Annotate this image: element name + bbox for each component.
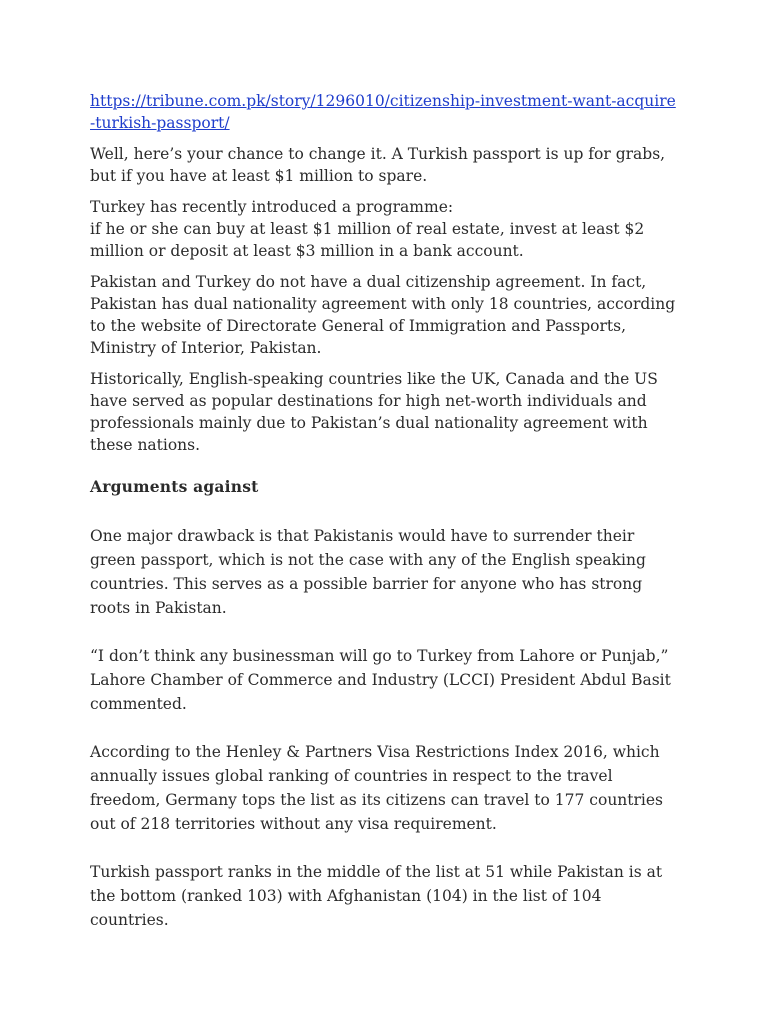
programme-lead-line: Turkey has recently introduced a programme:	[90, 198, 454, 216]
paragraph-index: According to the Henley & Partners Visa Restrictions Index 2016, which annually issues global ranking of countries in respect to the travel freedom, Germany tops the list as its citizens can travel to 177 countries out of 218 territories without any visa requirement.	[90, 743, 664, 833]
paragraph-ranking: Turkish passport ranks in the middle of the list at 51 while Pakistan is at the bottom (ranked 103) with Afghanistan (104) in the list of 104 countries.	[90, 863, 663, 929]
programme-details: if he or she can buy at least $1 million of real estate, invest at least $2 million or deposit at least $3 million in a bank account.	[90, 220, 645, 260]
source-link[interactable]: https://tribune.com.pk/story/1296010/citizenship-investment-want-acquire-turkish-passport/	[90, 92, 676, 132]
paragraph-quote: “I don’t think any businessman will go to Turkey from Lahore or Punjab,” Lahore Chamber of Commerce and Industry (LCCI) President Abdul Basit commented.	[90, 647, 671, 713]
paragraph-history: Historically, English-speaking countries like the UK, Canada and the US have served as popular destinations for high net-worth individuals and professionals mainly due to Pakistan’s dual nationality agreement with these nations.	[90, 370, 658, 454]
section-heading: Arguments against	[90, 477, 259, 496]
paragraph-programme	[90, 196, 678, 262]
paragraph-drawback: One major drawback is that Pakistanis would have to surrender their green passport, which is not the case with any of the English speaking countries. This serves as a possible barrier for anyone who has strong roots in Pakistan.	[90, 527, 646, 617]
paragraph-dual-citizenship: Pakistan and Turkey do not have a dual citizenship agreement. In fact, Pakistan has dual nationality agreement with only 18 countries, according to the website of Directorate General of Immigration and Passports, Ministry of Interior, Pakistan.	[90, 273, 676, 357]
paragraph-intro: Well, here’s your chance to change it. A Turkish passport is up for grabs, but if you have at least $1 million to spare.	[90, 145, 666, 185]
